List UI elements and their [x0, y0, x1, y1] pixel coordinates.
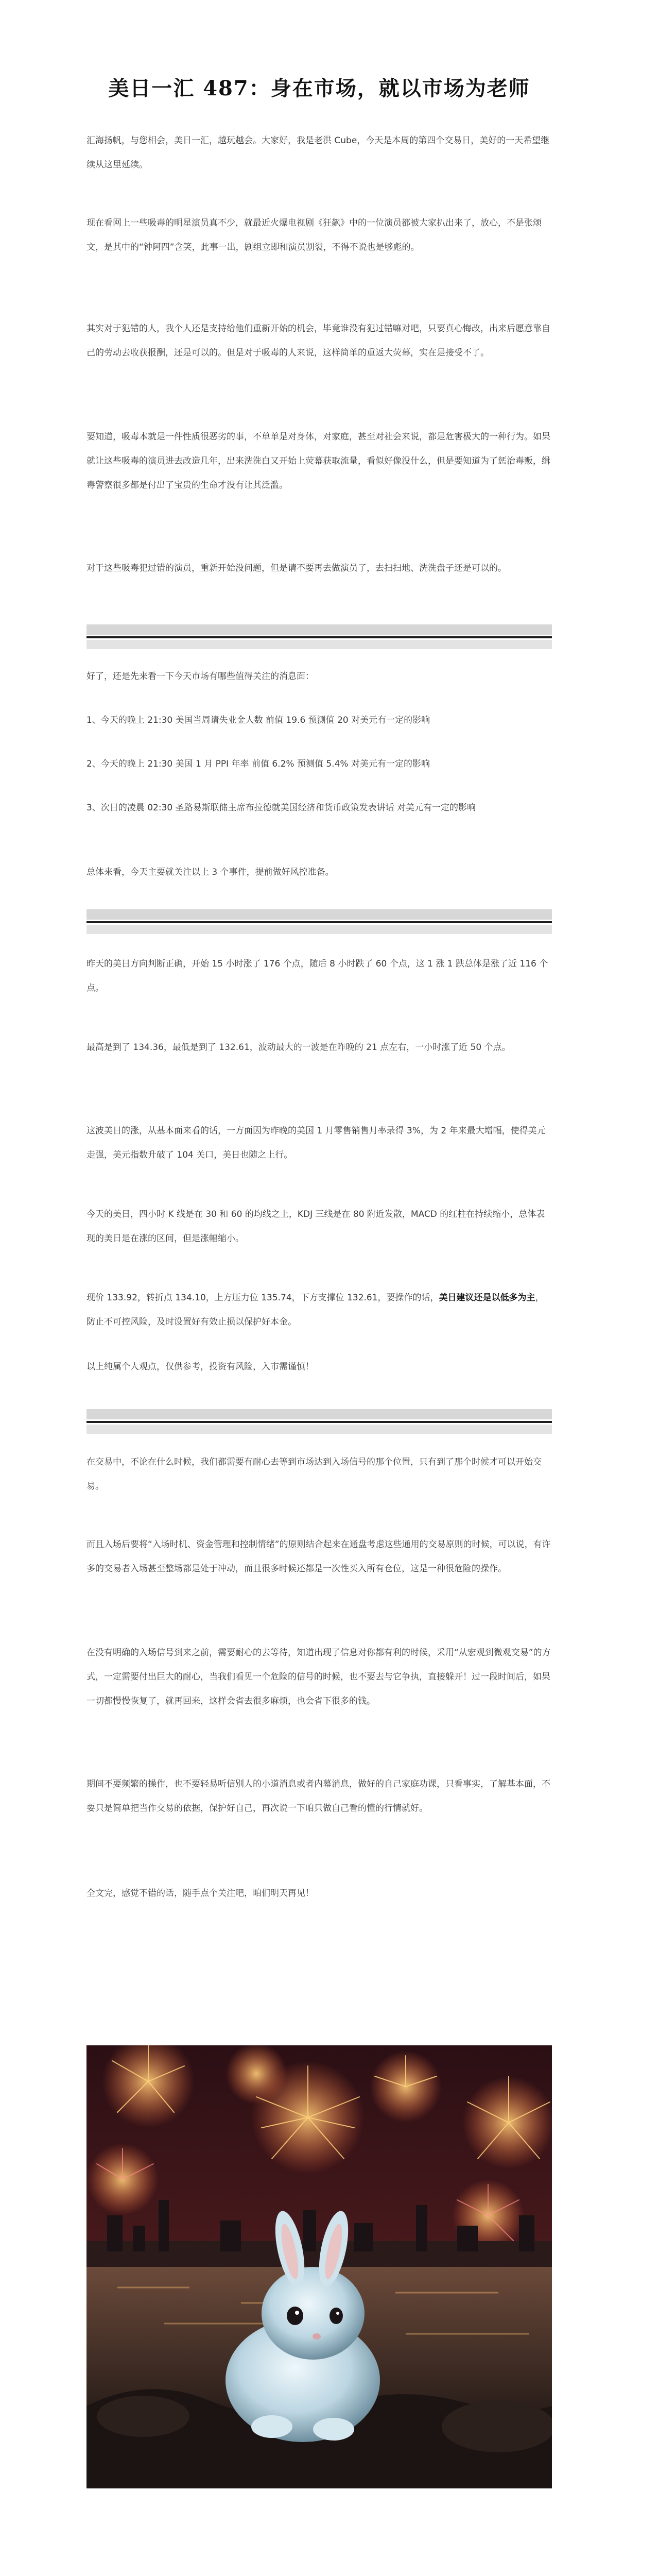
rabbit-fireworks-image — [86, 2045, 552, 2488]
analysis-paragraph-2: 最高是到了 134.36，最低是到了 132.61，波动最大的一波是在昨晚的 21 点左右，一小时涨了近 50 个点。 — [86, 1042, 511, 1053]
section-divider-1 — [86, 624, 552, 655]
section-divider-3 — [86, 1409, 552, 1440]
disclaimer: 以上纯属个人观点，仅供参考，投资有风险，入市需谨慎！ — [86, 1362, 314, 1372]
intro-paragraph-2: 现在看网上一些吸毒的明星演员真不少，就最近火爆电视剧《狂飙》中的一位演员都被大家扒出来了，放心，不是张颂文，是其中的“钟阿四”含笑，此事一出，剧组立即和演员割裂，不得不说也是够彪的。 — [86, 218, 542, 252]
article — [86, 0, 552, 2576]
closing-paragraph-3: 在没有明确的入场信号到来之前，需要耐心的去等待，知道出现了信息对你都有利的时候，采用“从宏观到微观交易”的方式，一定需要付出巨大的耐心，当我们看见一个危险的信号的时候，也不要去与它争执，直接躲开！过一段时间后，如果一切都慢慢恢复了，就再回来，这样会省去很多麻烦，也会省下很多的钱。 — [86, 1648, 551, 1706]
section-divider-2 — [86, 909, 552, 940]
analysis-paragraph-1: 昨天的美日方向判断正确，开始 15 小时涨了 176 个点，随后 8 小时跌了 60 个点，这 1 涨 1 跌总体是涨了近 116 个点。 — [86, 959, 548, 993]
event-item-2: 2、今天的晚上 21:30 美国 1 月 PPI 年率 前值 6.2% 预测值 5.4% 对美元有一定的影响 — [86, 759, 430, 769]
analysis-paragraph-3: 这波美日的涨，从基本面来看的话，一方面因为昨晚的美国 1 月零售销售月率录得 3%，为 2 年来最大增幅，使得美元走强，美元指数升破了 104 关口，美日也随之上行。 — [86, 1126, 546, 1160]
price-levels-paragraph — [86, 1286, 552, 1334]
risk-note: ，防止不可控风险，及时设置好有效止损以保护好本金。 — [86, 1293, 544, 1327]
intro-paragraph-3: 其实对于犯错的人，我个人还是支持给他们重新开始的机会，毕竟谁没有犯过错嘛对吧，只要真心悔改，出来后愿意靠自己的劳动去收获报酬，还是可以的。但是对于吸毒的人来说，这样简单的重返大荧幕，实在是接受不了。 — [86, 324, 550, 358]
event-item-3: 3、次日的凌晨 02:30 圣路易斯联储主席布拉德就美国经济和货币政策发表讲话 对美元有一定的影响 — [86, 803, 476, 813]
intro-paragraph-1: 汇海扬帆，与您相会，美日一汇，越玩越会。大家好，我是老洪 Cube，今天是本周的第四个交易日，美好的一天希望继续从这里延续。 — [86, 135, 550, 170]
closing-paragraph-2: 而且入场后要将“入场时机、资金管理和控制情绪”的原则结合起来在通盘考虑这些通用的交易原则的时候，可以说，有许多的交易者入场甚至整场都是处于冲动，而且很多时候还都是一次性买入所有仓位，这是一种很危险的操作。 — [86, 1539, 551, 1574]
event-item-1: 1、今天的晚上 21:30 美国当周请失业金人数 前值 19.6 预测值 20 对美元有一定的影响 — [86, 715, 430, 725]
trade-suggestion: 美日建议还是以低多为主 — [439, 1293, 535, 1303]
events-intro: 好了，还是先来看一下今天市场有哪些值得关注的消息面： — [86, 671, 314, 682]
closing-paragraph-1: 在交易中，不论在什么时候，我们都需要有耐心去等到市场达到入场信号的那个位置，只有到了那个时候才可以开始交易。 — [86, 1457, 542, 1492]
intro-paragraph-5: 对于这些吸毒犯过错的演员，重新开始没问题，但是请不要再去做演员了，去扫扫地、洗洗盘子还是可以的。 — [86, 563, 507, 573]
price-levels-text: 现价 133.92，转折点 134.10，上方压力位 135.74，下方支撑位 132.61，要操作的话， — [86, 1293, 439, 1303]
intro-paragraph-4: 要知道，吸毒本就是一件性质很恶劣的事，不单单是对身体，对家庭，甚至对社会来说，都是危害极大的一种行为。如果就让这些吸毒的演员进去改造几年，出来洗洗白又开始上荧幕获取流量，看似好像没什么，但是要知道为了惩治毒贩，缉毒警察很多都是付出了宝贵的生命才没有让其泛滥。 — [86, 432, 550, 490]
outro: 全文完，感觉不错的话，随手点个关注吧，咱们明天再见！ — [86, 1888, 314, 1899]
events-summary: 总体来看，今天主要就关注以上 3 个事件，提前做好风控准备。 — [86, 867, 334, 877]
page-title: 美日一汇 487：身在市场，就以市场为老师 — [108, 76, 530, 100]
analysis-paragraph-4: 今天的美日，四小时 K 线是在 30 和 60 的均线之上，KDJ 三线是在 80 附近发散，MACD 的红柱在持续缩小，总体表现的美日是在涨的区间，但是涨幅缩小。 — [86, 1209, 545, 1244]
closing-paragraph-4: 期间不要频繁的操作，也不要轻易听信别人的小道消息或者内幕消息，做好的自己家庭功课，只看事实，了解基本面，不要只是简单把当作交易的依据，保护好自己，再次说一下咱只做自己看的懂的行情就好。 — [86, 1779, 550, 1814]
